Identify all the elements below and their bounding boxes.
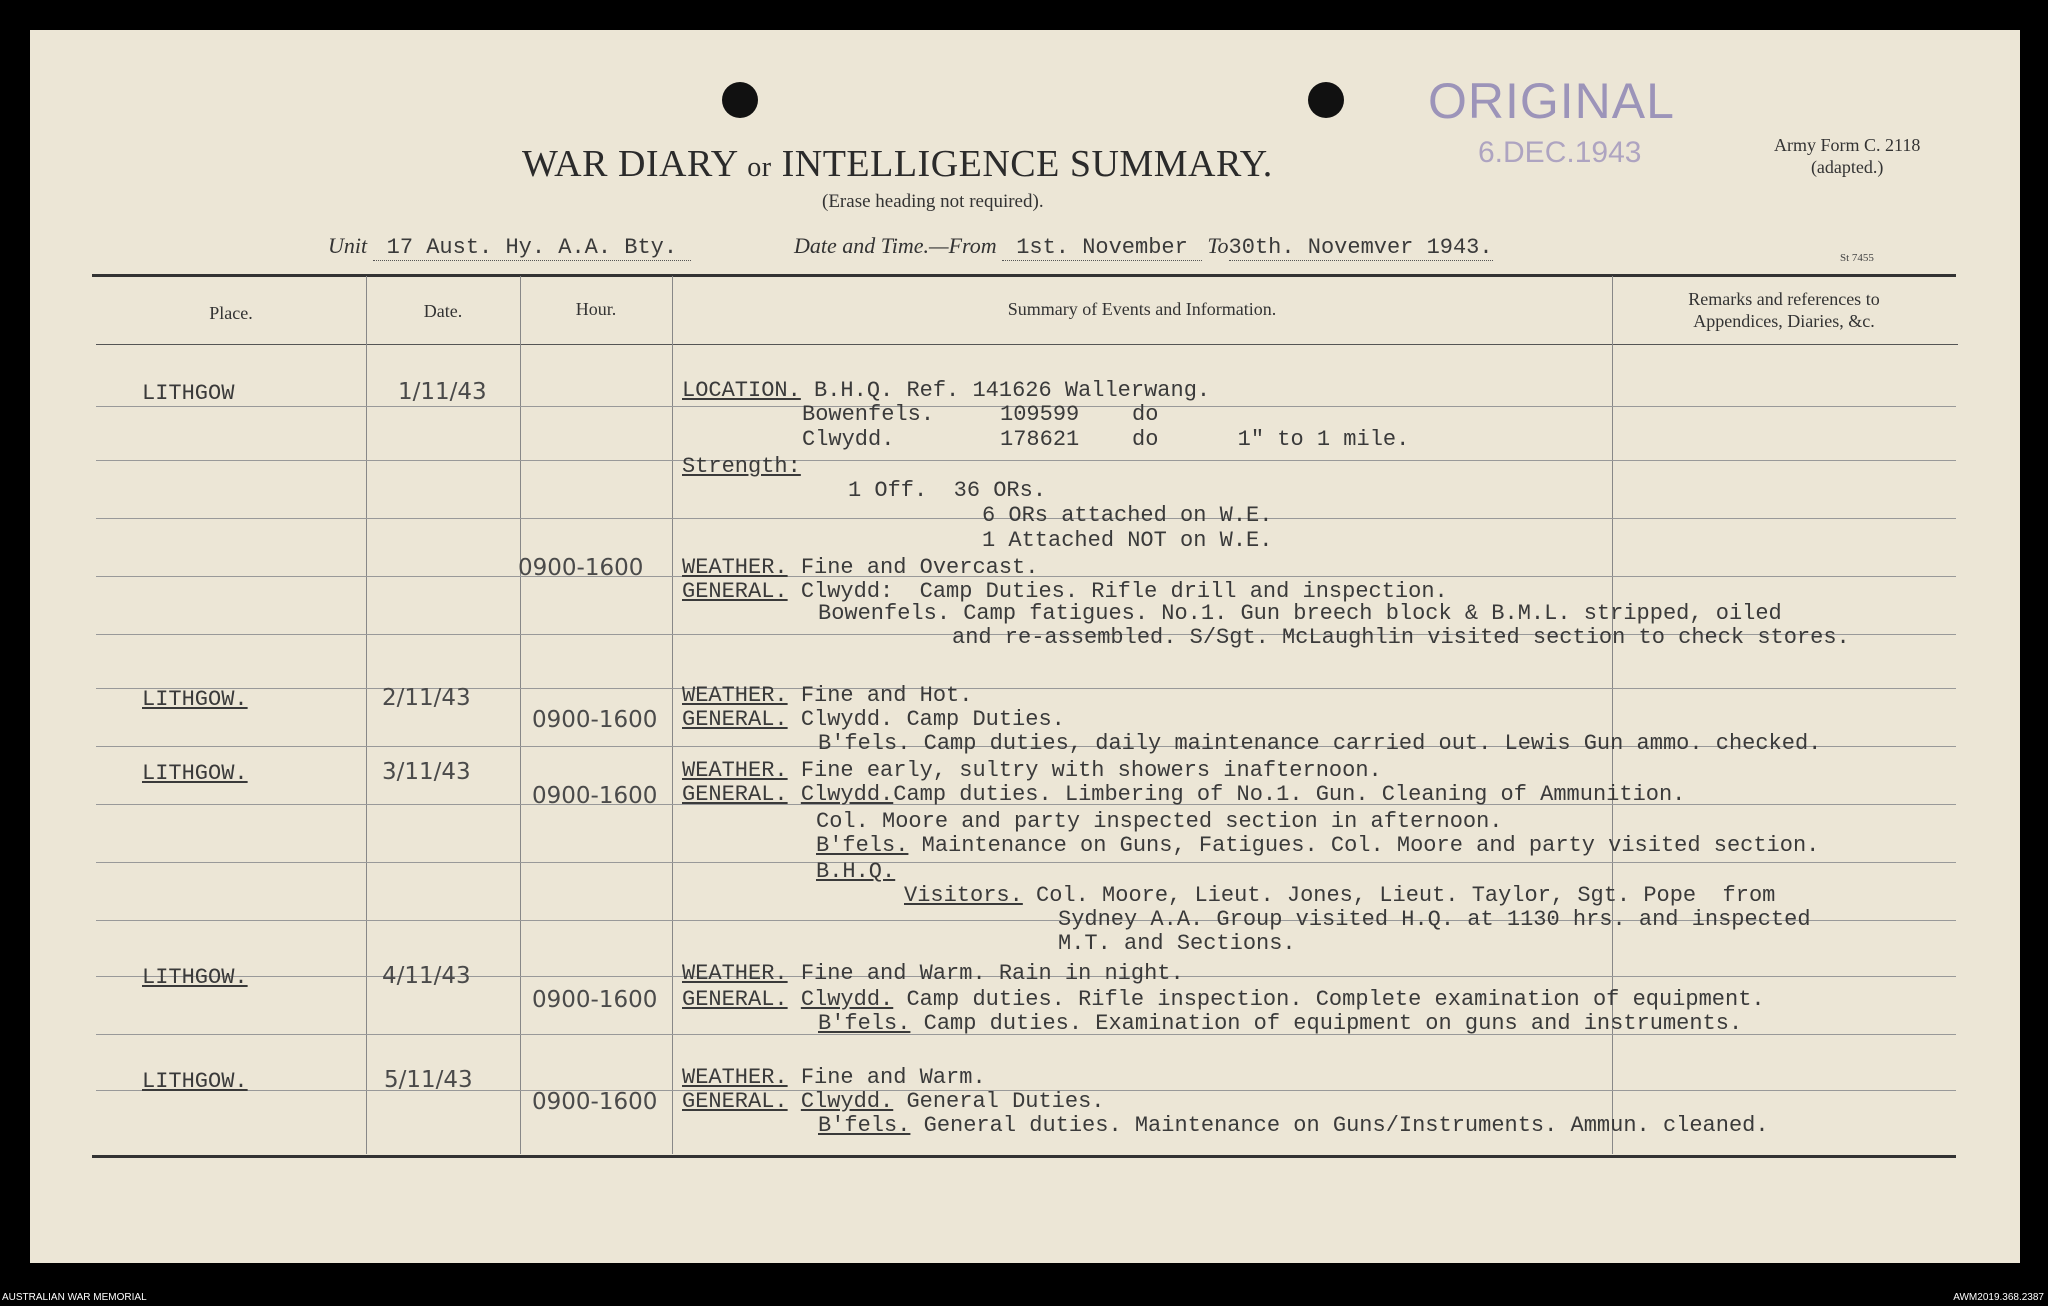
weather-text: Fine early, sultry with showers inafternoon. xyxy=(787,758,1382,783)
summary-line xyxy=(682,783,1685,807)
remarks-header-line2: Appendices, Diaries, &c. xyxy=(1693,311,1875,331)
header-bottom-rule xyxy=(96,344,1958,345)
table-top-rule xyxy=(92,274,1956,277)
summary-line xyxy=(682,684,972,708)
summary-line xyxy=(904,884,1775,908)
hour-entry: 0900-1600 xyxy=(532,707,658,733)
remarks-header-line1: Remarks and references to xyxy=(1688,289,1880,309)
subtitle: (Erase heading not required). xyxy=(822,191,1044,212)
place-entry: LITHGOW. xyxy=(142,1069,248,1094)
date-stamp: 6.DEC.1943 xyxy=(1478,136,1642,169)
weather-text: Fine and Warm. Rain in night. xyxy=(787,961,1184,986)
location-text: B.H.Q. Ref. 141626 Wallerwang. xyxy=(800,378,1211,403)
date-time-line xyxy=(794,233,1493,260)
summary-line: B'fels. Camp duties, daily maintenance carried out. Lewis Gun ammo. checked. xyxy=(818,731,1822,756)
bfels-label: B'fels. xyxy=(818,1113,911,1138)
location-label: LOCATION. xyxy=(682,378,801,403)
summary-line: Sydney A.A. Group visited H.Q. at 1130 hrs. and inspected xyxy=(1058,907,1811,932)
bfels-label: B'fels. xyxy=(816,833,909,858)
summary-line: Bowenfels. 109599 do xyxy=(802,402,1159,427)
hour-entry: 0900-1600 xyxy=(518,555,644,581)
weather-label: WEATHER. xyxy=(682,683,788,708)
clwydd-label: Clwydd. xyxy=(800,782,894,807)
summary-line: 1 Off. 36 ORs. xyxy=(848,478,1047,503)
title-part2: INTELLIGENCE SUMMARY. xyxy=(781,143,1273,185)
punch-hole-left xyxy=(722,82,758,118)
general-text: General Duties. xyxy=(893,1089,1105,1114)
unit-value: 17 Aust. Hy. A.A. Bty. xyxy=(373,235,691,261)
bhq-label: B.H.Q. xyxy=(816,859,896,884)
hour-entry: 0900-1600 xyxy=(532,783,658,809)
general-label: GENERAL. xyxy=(682,782,788,807)
weather-text: Fine and Warm. xyxy=(787,1065,986,1090)
summary-line xyxy=(682,1066,986,1090)
bfels-label: B'fels. xyxy=(818,1011,911,1036)
date-entry: 1/11/43 xyxy=(398,379,487,405)
summary-line xyxy=(682,556,1038,580)
summary-line xyxy=(818,1012,1742,1036)
col-header-remarks xyxy=(1612,288,1956,332)
hour-entry: 0900-1600 xyxy=(532,987,658,1013)
date-entry: 3/11/43 xyxy=(382,759,471,785)
col-header-hour: Hour. xyxy=(575,299,617,319)
place-entry: LITHGOW xyxy=(142,381,235,406)
strength-label: Strength: xyxy=(682,454,801,479)
summary-line xyxy=(682,759,1382,783)
summary-text: Camp duties. Examination of equipment on guns and instruments. xyxy=(910,1011,1743,1036)
clwydd-label: Clwydd. xyxy=(800,987,894,1012)
place-entry: LITHGOW. xyxy=(142,965,248,990)
summary-line: and re-assembled. S/Sgt. McLaughlin visited section to check stores. xyxy=(952,625,1850,650)
date-entry: 4/11/43 xyxy=(382,963,471,989)
weather-label: WEATHER. xyxy=(682,758,788,783)
summary-line: M.T. and Sections. xyxy=(1058,931,1296,956)
summary-line: 6 ORs attached on W.E. xyxy=(982,503,1273,528)
date-from: 1st. November xyxy=(1002,235,1202,261)
summary-line xyxy=(816,834,1819,858)
visitors-text: Col. Moore, Lieut. Jones, Lieut. Taylor, Sgt. Pope from xyxy=(1022,883,1776,908)
punch-hole-right xyxy=(1308,82,1344,118)
footer-credit: AUSTRALIAN WAR MEMORIAL xyxy=(2,1292,147,1303)
general-text: Camp duties. Rifle inspection. Complete examination of equipment. xyxy=(893,987,1765,1012)
summary-text: Maintenance on Guns, Fatigues. Col. Moore and party visited section. xyxy=(908,833,1820,858)
st-number: St 7455 xyxy=(1840,252,1874,264)
general-label: GENERAL. xyxy=(682,987,788,1012)
date-entry: 5/11/43 xyxy=(384,1067,473,1093)
hour-entry: 0900-1600 xyxy=(532,1089,658,1115)
col-divider-2 xyxy=(520,276,521,1154)
date-time-label: Date and Time.—From xyxy=(794,233,997,258)
summary-line: Clwydd. 178621 do 1" to 1 mile. xyxy=(802,427,1410,452)
clwydd-label: Clwydd. xyxy=(800,1089,894,1114)
rule-line xyxy=(96,460,1956,461)
general-text: Clwydd. Camp Duties. xyxy=(787,707,1065,732)
place-entry: LITHGOW. xyxy=(142,761,248,786)
col-header-summary: Summary of Events and Information. xyxy=(1007,299,1277,319)
summary-line xyxy=(682,708,1065,732)
general-label: GENERAL. xyxy=(682,1089,788,1114)
summary-line: Col. Moore and party inspected section in afternoon. xyxy=(816,809,1503,834)
weather-label: WEATHER. xyxy=(682,1065,788,1090)
title-or: or xyxy=(747,152,772,183)
general-label: GENERAL. xyxy=(682,579,788,604)
summary-line xyxy=(682,962,1184,986)
weather-label: WEATHER. xyxy=(682,555,788,580)
date-to-label: To xyxy=(1207,233,1229,258)
summary-text: General duties. Maintenance on Guns/Instruments. Ammun. cleaned. xyxy=(910,1113,1769,1138)
weather-text: Fine and Overcast. xyxy=(787,555,1039,580)
general-text: Clwydd: Camp Duties. Rifle drill and inspection. xyxy=(787,579,1448,604)
col-header-date: Date. xyxy=(423,301,463,321)
rule-line xyxy=(96,862,1956,863)
place-entry: LITHGOW. xyxy=(142,687,248,712)
footer-accession: AWM2019.368.2387 xyxy=(1953,1292,2044,1303)
summary-line: 1 Attached NOT on W.E. xyxy=(982,528,1273,553)
general-text: Camp duties. Limbering of No.1. Gun. Cleaning of Ammunition. xyxy=(893,782,1686,807)
col-header-place: Place. xyxy=(209,303,253,323)
summary-line: Bowenfels. Camp fatigues. No.1. Gun breech block & B.M.L. stripped, oiled xyxy=(818,601,1782,626)
summary-line xyxy=(818,1114,1769,1138)
date-entry: 2/11/43 xyxy=(382,685,471,711)
table-bottom-rule xyxy=(92,1155,1956,1158)
summary-line xyxy=(682,1090,1104,1114)
col-divider-1 xyxy=(366,276,367,1154)
general-label: GENERAL. xyxy=(682,707,788,732)
army-form-label xyxy=(1774,134,1920,178)
original-stamp: ORIGINAL xyxy=(1428,73,1675,129)
page-title xyxy=(522,142,1273,186)
weather-text: Fine and Hot. xyxy=(787,683,973,708)
col-divider-3 xyxy=(672,276,673,1154)
title-part1: WAR DIARY xyxy=(522,143,738,185)
unit-label: Unit xyxy=(328,233,368,258)
visitors-label: Visitors. xyxy=(904,883,1023,908)
summary-line xyxy=(682,988,1765,1012)
unit-line xyxy=(328,233,691,260)
date-to: 30th. Novemver 1943. xyxy=(1228,235,1493,260)
summary-line xyxy=(682,379,1210,403)
rule-line xyxy=(96,688,1956,689)
army-form-line1: Army Form C. 2118 xyxy=(1774,135,1921,155)
army-form-line2: (adapted.) xyxy=(1810,157,1884,177)
weather-label: WEATHER. xyxy=(682,961,788,986)
